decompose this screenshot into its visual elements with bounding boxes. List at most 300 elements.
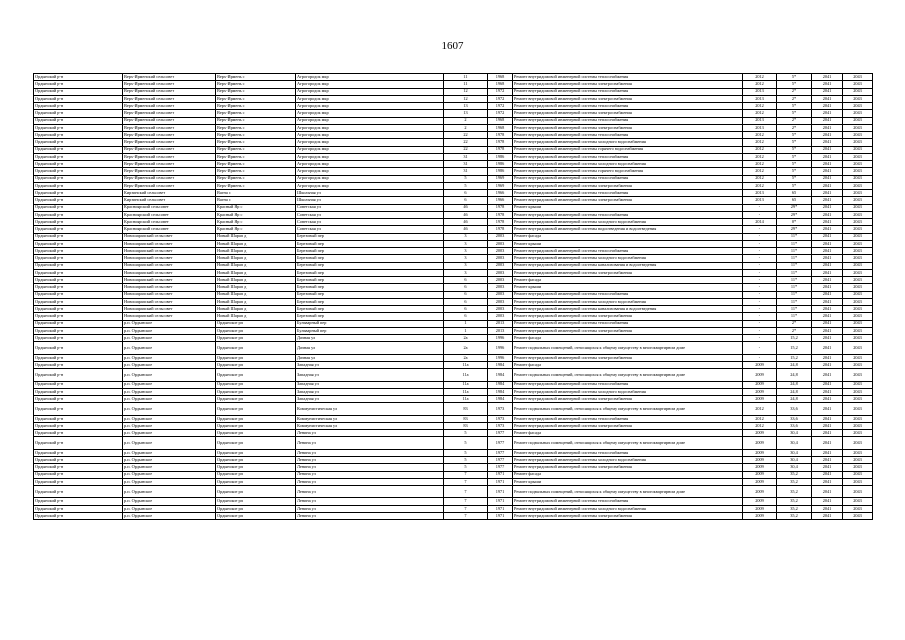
cell-plan-year: 2012 <box>743 81 777 88</box>
cell-district: Ордынский р-н <box>34 175 123 182</box>
cell-plan-year: - <box>743 284 777 291</box>
cell-works: Ремонт внутридомовой инженерной системы холодного водоснабжения <box>513 298 743 305</box>
cell-period-to: 2043 <box>843 478 873 485</box>
cell-wear: 11* <box>777 233 812 240</box>
cell-period-from: 2041 <box>812 255 843 262</box>
cell-works: Ремонт внутридомовой инженерной системы теплоснабжения <box>513 132 743 139</box>
cell-district: Ордынский р-н <box>34 74 123 81</box>
cell-year: 2013 <box>488 320 513 327</box>
cell-period-from: 2041 <box>812 464 843 471</box>
cell-period-to: 2043 <box>843 369 873 381</box>
table-row <box>34 95 873 102</box>
cell-plan-year: 2009 <box>743 381 777 388</box>
cell-period-to: 2043 <box>843 471 873 478</box>
cell-period-from: 2041 <box>812 95 843 102</box>
cell-period-from: 2041 <box>812 396 843 403</box>
cell-period-from: 2041 <box>812 248 843 255</box>
table-row <box>34 110 873 117</box>
cell-plan-year: 2012 <box>743 132 777 139</box>
cell-house: 7 <box>444 478 488 485</box>
cell-municipality: Верх-Ирменский сельсовет <box>123 168 216 175</box>
table-row <box>34 361 873 368</box>
cell-district: Ордынский р-н <box>34 226 123 233</box>
cell-district: Ордынский р-н <box>34 204 123 211</box>
cell-house: 2а <box>444 342 488 354</box>
cell-plan-year: 2009 <box>743 369 777 381</box>
cell-year: 2003 <box>488 298 513 305</box>
cell-year: 1969 <box>488 175 513 182</box>
cell-settlement: Новый Шарап д <box>216 262 296 269</box>
cell-year: 1968 <box>488 74 513 81</box>
cell-street: Западная ул <box>296 388 444 395</box>
table-row <box>34 233 873 240</box>
cell-plan-year: 2009 <box>743 430 777 437</box>
cell-street: Коммунистическая ул <box>296 422 444 429</box>
cell-street: Агрогородок мкр <box>296 74 444 81</box>
cell-street: Дачная ул <box>296 335 444 342</box>
cell-plan-year: 2012 <box>743 415 777 422</box>
cell-street: Школьная ул <box>296 190 444 197</box>
cell-street: Березовый пер <box>296 233 444 240</box>
cell-plan-year: 2013 <box>743 117 777 124</box>
cell-settlement: Ордынское рп <box>216 369 296 381</box>
cell-year: 1966 <box>488 197 513 204</box>
table-row <box>34 437 873 449</box>
cell-plan-year: 2012 <box>743 182 777 189</box>
cell-street: Агрогородок мкр <box>296 168 444 175</box>
cell-settlement: Верх-Ирмень с <box>216 168 296 175</box>
table-row <box>34 204 873 211</box>
cell-year: 1977 <box>488 437 513 449</box>
cell-wear: 24,8 <box>777 361 812 368</box>
cell-street: Западная ул <box>296 369 444 381</box>
cell-street: Ленина ул <box>296 471 444 478</box>
cell-district: Ордынский р-н <box>34 320 123 327</box>
table-row <box>34 161 873 168</box>
cell-street: Советская ул <box>296 211 444 218</box>
cell-municipality: Новошарапский сельсовет <box>123 313 216 320</box>
cell-period-from: 2041 <box>812 204 843 211</box>
cell-period-from: 2041 <box>812 471 843 478</box>
cell-wear: 24,8 <box>777 369 812 381</box>
table-row <box>34 197 873 204</box>
cell-plan-year: 2012 <box>743 422 777 429</box>
cell-municipality: р.п. Ордынское <box>123 335 216 342</box>
cell-works: Ремонт внутридомовой инженерной системы канализования и водоотведения <box>513 262 743 269</box>
cell-municipality: р.п. Ордынское <box>123 369 216 381</box>
cell-period-to: 2043 <box>843 505 873 512</box>
cell-municipality: р.п. Ордынское <box>123 512 216 519</box>
cell-plan-year: 2009 <box>743 396 777 403</box>
cell-street: Ленина ул <box>296 437 444 449</box>
cell-period-to: 2043 <box>843 124 873 131</box>
cell-municipality: Новошарапский сельсовет <box>123 291 216 298</box>
cell-house: 5 <box>444 449 488 456</box>
cell-plan-year: 2014 <box>743 219 777 226</box>
cell-house: 6 <box>444 277 488 284</box>
cell-municipality: р.п. Ордынское <box>123 449 216 456</box>
cell-works: Ремонт внутридомовой инженерной системы электроснабжения <box>513 354 743 361</box>
cell-settlement: Верх-Ирмень с <box>216 182 296 189</box>
cell-period-to: 2043 <box>843 262 873 269</box>
cell-period-to: 2043 <box>843 306 873 313</box>
cell-district: Ордынский р-н <box>34 306 123 313</box>
cell-street: Ленина ул <box>296 430 444 437</box>
cell-plan-year: 2012 <box>743 161 777 168</box>
cell-district: Ордынский р-н <box>34 354 123 361</box>
cell-period-to: 2043 <box>843 103 873 110</box>
cell-period-to: 2043 <box>843 342 873 354</box>
cell-plan-year: 2009 <box>743 361 777 368</box>
cell-works: Ремонт подвальных помещений, относящихся к общему имуществу в многоквартирном доме <box>513 403 743 415</box>
cell-municipality: р.п. Ордынское <box>123 471 216 478</box>
cell-district: Ордынский р-н <box>34 168 123 175</box>
cell-year: 1996 <box>488 342 513 354</box>
cell-settlement: Ордынское рп <box>216 342 296 354</box>
cell-period-to: 2043 <box>843 464 873 471</box>
cell-district: Ордынский р-н <box>34 233 123 240</box>
cell-wear: 5* <box>777 132 812 139</box>
cell-year: 2013 <box>488 327 513 334</box>
table-row <box>34 103 873 110</box>
cell-year: 1968 <box>488 124 513 131</box>
cell-district: Ордынский р-н <box>34 313 123 320</box>
cell-district: Ордынский р-н <box>34 457 123 464</box>
cell-house: 6 <box>444 313 488 320</box>
cell-period-from: 2041 <box>812 161 843 168</box>
cell-wear: 15,2 <box>777 342 812 354</box>
cell-municipality: Новошарапский сельсовет <box>123 248 216 255</box>
cell-street: Школьная ул <box>296 197 444 204</box>
cell-settlement: Верх-Ирмень с <box>216 81 296 88</box>
cell-municipality: Кирзинский сельсовет <box>123 197 216 204</box>
cell-municipality: Красноярский сельсовет <box>123 204 216 211</box>
cell-period-from: 2041 <box>812 437 843 449</box>
cell-street: Агрогородок мкр <box>296 182 444 189</box>
cell-works: Ремонт внутридомовой инженерной системы теплоснабжения <box>513 320 743 327</box>
cell-wear: 29* <box>777 204 812 211</box>
cell-wear: 11* <box>777 240 812 247</box>
cell-municipality: Верх-Ирменский сельсовет <box>123 81 216 88</box>
cell-plan-year: - <box>743 269 777 276</box>
cell-wear: 5* <box>777 146 812 153</box>
cell-municipality: р.п. Ордынское <box>123 354 216 361</box>
cell-house: 2 <box>444 124 488 131</box>
cell-works: Ремонт фасада <box>513 430 743 437</box>
cell-period-from: 2041 <box>812 478 843 485</box>
cell-works: Ремонт внутридомовой инженерной системы электроснабжения <box>513 396 743 403</box>
cell-plan-year: 2013 <box>743 124 777 131</box>
cell-wear: 2* <box>777 327 812 334</box>
cell-year: 2003 <box>488 269 513 276</box>
cell-settlement: Ордынское рп <box>216 361 296 368</box>
cell-year: 1986 <box>488 161 513 168</box>
cell-street: Березовый пер <box>296 277 444 284</box>
cell-works: Ремонт подвальных помещений, относящихся к общему имуществу в многоквартирном доме <box>513 369 743 381</box>
cell-works: Ремонт внутридомовой инженерной системы электроснабжения <box>513 512 743 519</box>
cell-works: Ремонт внутридомовой инженерной системы горячего водоснабжения <box>513 146 743 153</box>
cell-municipality: р.п. Ордынское <box>123 464 216 471</box>
cell-district: Ордынский р-н <box>34 471 123 478</box>
cell-works: Ремонт подвальных помещений, относящихся к общему имуществу в многоквартирном доме <box>513 486 743 498</box>
cell-period-to: 2043 <box>843 449 873 456</box>
cell-street: Ленина ул <box>296 464 444 471</box>
cell-district: Ордынский р-н <box>34 219 123 226</box>
cell-wear: 11* <box>777 262 812 269</box>
cell-plan-year: - <box>743 327 777 334</box>
cell-settlement: Ордынское рп <box>216 430 296 437</box>
cell-plan-year: 2013 <box>743 197 777 204</box>
cell-year: 1978 <box>488 204 513 211</box>
cell-wear: 5* <box>777 110 812 117</box>
cell-plan-year: 2013 <box>743 95 777 102</box>
cell-settlement: Новый Шарап д <box>216 277 296 284</box>
cell-period-from: 2041 <box>812 74 843 81</box>
cell-settlement: Верх-Ирмень с <box>216 117 296 124</box>
cell-district: Ордынский р-н <box>34 449 123 456</box>
cell-plan-year: 2009 <box>743 498 777 505</box>
table-row <box>34 354 873 361</box>
cell-street: Дачная ул <box>296 354 444 361</box>
cell-plan-year: - <box>743 320 777 327</box>
cell-wear: 11* <box>777 298 812 305</box>
cell-street: Березовый пер <box>296 240 444 247</box>
cell-plan-year: 2012 <box>743 139 777 146</box>
cell-works: Ремонт внутридомовой инженерной системы электроснабжения <box>513 124 743 131</box>
cell-wear: 5* <box>777 182 812 189</box>
cell-works: Ремонт внутридомовой инженерной системы холодного водоснабжения <box>513 255 743 262</box>
cell-house: 3 <box>444 262 488 269</box>
cell-year: 1984 <box>488 369 513 381</box>
cell-district: Ордынский р-н <box>34 327 123 334</box>
cell-street: Ленина ул <box>296 505 444 512</box>
cell-period-to: 2043 <box>843 146 873 153</box>
table-row <box>34 422 873 429</box>
cell-year: 1972 <box>488 103 513 110</box>
cell-street: Агрогородок мкр <box>296 110 444 117</box>
cell-district: Ордынский р-н <box>34 422 123 429</box>
cell-plan-year: 2009 <box>743 388 777 395</box>
cell-house: 6 <box>444 306 488 313</box>
cell-period-from: 2041 <box>812 190 843 197</box>
table-row <box>34 291 873 298</box>
cell-period-to: 2043 <box>843 197 873 204</box>
cell-period-from: 2041 <box>812 110 843 117</box>
cell-period-from: 2041 <box>812 132 843 139</box>
cell-settlement: Верх-Ирмень с <box>216 139 296 146</box>
cell-period-to: 2043 <box>843 219 873 226</box>
cell-house: 46 <box>444 204 488 211</box>
cell-period-from: 2041 <box>812 88 843 95</box>
cell-house: 22 <box>444 139 488 146</box>
cell-period-to: 2043 <box>843 396 873 403</box>
cell-wear: 24,8 <box>777 381 812 388</box>
cell-works: Ремонт фасада <box>513 277 743 284</box>
cell-wear: 5* <box>777 74 812 81</box>
cell-works: Ремонт внутридомовой инженерной системы электроснабжения <box>513 269 743 276</box>
cell-wear: 15,2 <box>777 335 812 342</box>
cell-municipality: р.п. Ордынское <box>123 457 216 464</box>
cell-wear: 2* <box>777 320 812 327</box>
cell-district: Ордынский р-н <box>34 190 123 197</box>
cell-street: Советская ул <box>296 204 444 211</box>
cell-wear: 24,8 <box>777 388 812 395</box>
cell-year: 1984 <box>488 396 513 403</box>
cell-house: 13 <box>444 110 488 117</box>
cell-wear: 29* <box>777 226 812 233</box>
cell-settlement: Ордынское рп <box>216 437 296 449</box>
cell-settlement: Новый Шарап д <box>216 248 296 255</box>
cell-period-from: 2041 <box>812 262 843 269</box>
cell-period-from: 2041 <box>812 449 843 456</box>
cell-works: Ремонт фасада <box>513 335 743 342</box>
cell-settlement: Ордынское рп <box>216 335 296 342</box>
cell-wear: 30,4 <box>777 464 812 471</box>
cell-street: Коммунистическая ул <box>296 415 444 422</box>
cell-settlement: Ордынское рп <box>216 422 296 429</box>
cell-street: Агрогородок мкр <box>296 153 444 160</box>
cell-works: Ремонт внутридомовой инженерной системы теплоснабжения <box>513 211 743 218</box>
cell-period-from: 2041 <box>812 388 843 395</box>
cell-street: Ленина ул <box>296 512 444 519</box>
cell-house: 3 <box>444 240 488 247</box>
cell-municipality: р.п. Ордынское <box>123 422 216 429</box>
cell-period-from: 2041 <box>812 457 843 464</box>
cell-house: 3 <box>444 255 488 262</box>
cell-wear: 35,2 <box>777 486 812 498</box>
cell-district: Ордынский р-н <box>34 478 123 485</box>
cell-house: 3 <box>444 233 488 240</box>
cell-plan-year: 2012 <box>743 103 777 110</box>
table-row <box>34 168 873 175</box>
cell-period-to: 2043 <box>843 320 873 327</box>
cell-settlement: Красный Яр с <box>216 204 296 211</box>
cell-plan-year: - <box>743 306 777 313</box>
cell-year: 2003 <box>488 291 513 298</box>
cell-street: Ленина ул <box>296 457 444 464</box>
cell-street: Западная ул <box>296 361 444 368</box>
cell-period-from: 2041 <box>812 139 843 146</box>
cell-plan-year: - <box>743 313 777 320</box>
cell-period-to: 2043 <box>843 388 873 395</box>
cell-district: Ордынский р-н <box>34 262 123 269</box>
table-row <box>34 182 873 189</box>
cell-wear: 65 <box>777 197 812 204</box>
cell-period-from: 2041 <box>812 269 843 276</box>
cell-period-from: 2041 <box>812 369 843 381</box>
cell-settlement: Ордынское рп <box>216 498 296 505</box>
cell-works: Ремонт фасада <box>513 233 743 240</box>
cell-year: 2003 <box>488 313 513 320</box>
cell-settlement: Красный Яр с <box>216 226 296 233</box>
table-row <box>34 226 873 233</box>
cell-house: 2а <box>444 335 488 342</box>
cell-district: Ордынский р-н <box>34 505 123 512</box>
table-row <box>34 415 873 422</box>
cell-district: Ордынский р-н <box>34 240 123 247</box>
cell-municipality: Верх-Ирменский сельсовет <box>123 124 216 131</box>
cell-district: Ордынский р-н <box>34 415 123 422</box>
cell-plan-year: - <box>743 335 777 342</box>
cell-house: 31 <box>444 161 488 168</box>
cell-district: Ордынский р-н <box>34 342 123 354</box>
cell-municipality: р.п. Ордынское <box>123 361 216 368</box>
cell-works: Ремонт внутридомовой инженерной системы теплоснабжения <box>513 175 743 182</box>
table-row <box>34 486 873 498</box>
cell-plan-year: - <box>743 240 777 247</box>
cell-wear: 30,4 <box>777 457 812 464</box>
cell-settlement: Ордынское рп <box>216 396 296 403</box>
cell-house: 7 <box>444 505 488 512</box>
cell-settlement: Ордынское рп <box>216 388 296 395</box>
cell-period-from: 2041 <box>812 298 843 305</box>
cell-year: 1971 <box>488 505 513 512</box>
cell-street: Дачная ул <box>296 342 444 354</box>
cell-wear: 11* <box>777 269 812 276</box>
cell-municipality: Верх-Ирменский сельсовет <box>123 103 216 110</box>
cell-period-to: 2043 <box>843 233 873 240</box>
cell-wear: 15,2 <box>777 354 812 361</box>
cell-settlement: Ордынское рп <box>216 457 296 464</box>
cell-plan-year: - <box>743 226 777 233</box>
cell-district: Ордынский р-н <box>34 361 123 368</box>
cell-period-to: 2043 <box>843 226 873 233</box>
cell-street: Ленина ул <box>296 498 444 505</box>
cell-period-from: 2041 <box>812 381 843 388</box>
cell-period-to: 2043 <box>843 381 873 388</box>
cell-wear: 11* <box>777 313 812 320</box>
cell-period-to: 2043 <box>843 74 873 81</box>
cell-works: Ремонт внутридомовой инженерной системы электроснабжения <box>513 95 743 102</box>
cell-municipality: Новошарапский сельсовет <box>123 262 216 269</box>
table-row <box>34 320 873 327</box>
cell-house: 3 <box>444 269 488 276</box>
cell-plan-year: 2012 <box>743 74 777 81</box>
cell-street: Советская ул <box>296 219 444 226</box>
cell-settlement: Верх-Ирмень с <box>216 110 296 117</box>
table-row <box>34 457 873 464</box>
cell-period-to: 2043 <box>843 415 873 422</box>
cell-plan-year: - <box>743 298 777 305</box>
cell-period-from: 2041 <box>812 512 843 519</box>
cell-house: 12 <box>444 88 488 95</box>
table-body <box>34 74 873 520</box>
cell-period-to: 2043 <box>843 498 873 505</box>
table-row <box>34 81 873 88</box>
table-row <box>34 248 873 255</box>
cell-settlement: Ордынское рп <box>216 478 296 485</box>
cell-period-from: 2041 <box>812 361 843 368</box>
cell-period-to: 2043 <box>843 168 873 175</box>
table-row <box>34 369 873 381</box>
cell-municipality: Новошарапский сельсовет <box>123 269 216 276</box>
cell-wear: 5* <box>777 153 812 160</box>
cell-year: 1978 <box>488 132 513 139</box>
cell-street: Агрогородок мкр <box>296 95 444 102</box>
cell-works: Ремонт крыши <box>513 284 743 291</box>
cell-period-from: 2041 <box>812 498 843 505</box>
cell-municipality: Верх-Ирменский сельсовет <box>123 175 216 182</box>
cell-year: 1977 <box>488 464 513 471</box>
cell-period-from: 2041 <box>812 291 843 298</box>
cell-period-from: 2041 <box>812 211 843 218</box>
cell-house: 7 <box>444 498 488 505</box>
cell-plan-year: - <box>743 248 777 255</box>
cell-period-to: 2043 <box>843 161 873 168</box>
cell-period-from: 2041 <box>812 403 843 415</box>
table-row <box>34 298 873 305</box>
cell-municipality: Верх-Ирменский сельсовет <box>123 74 216 81</box>
